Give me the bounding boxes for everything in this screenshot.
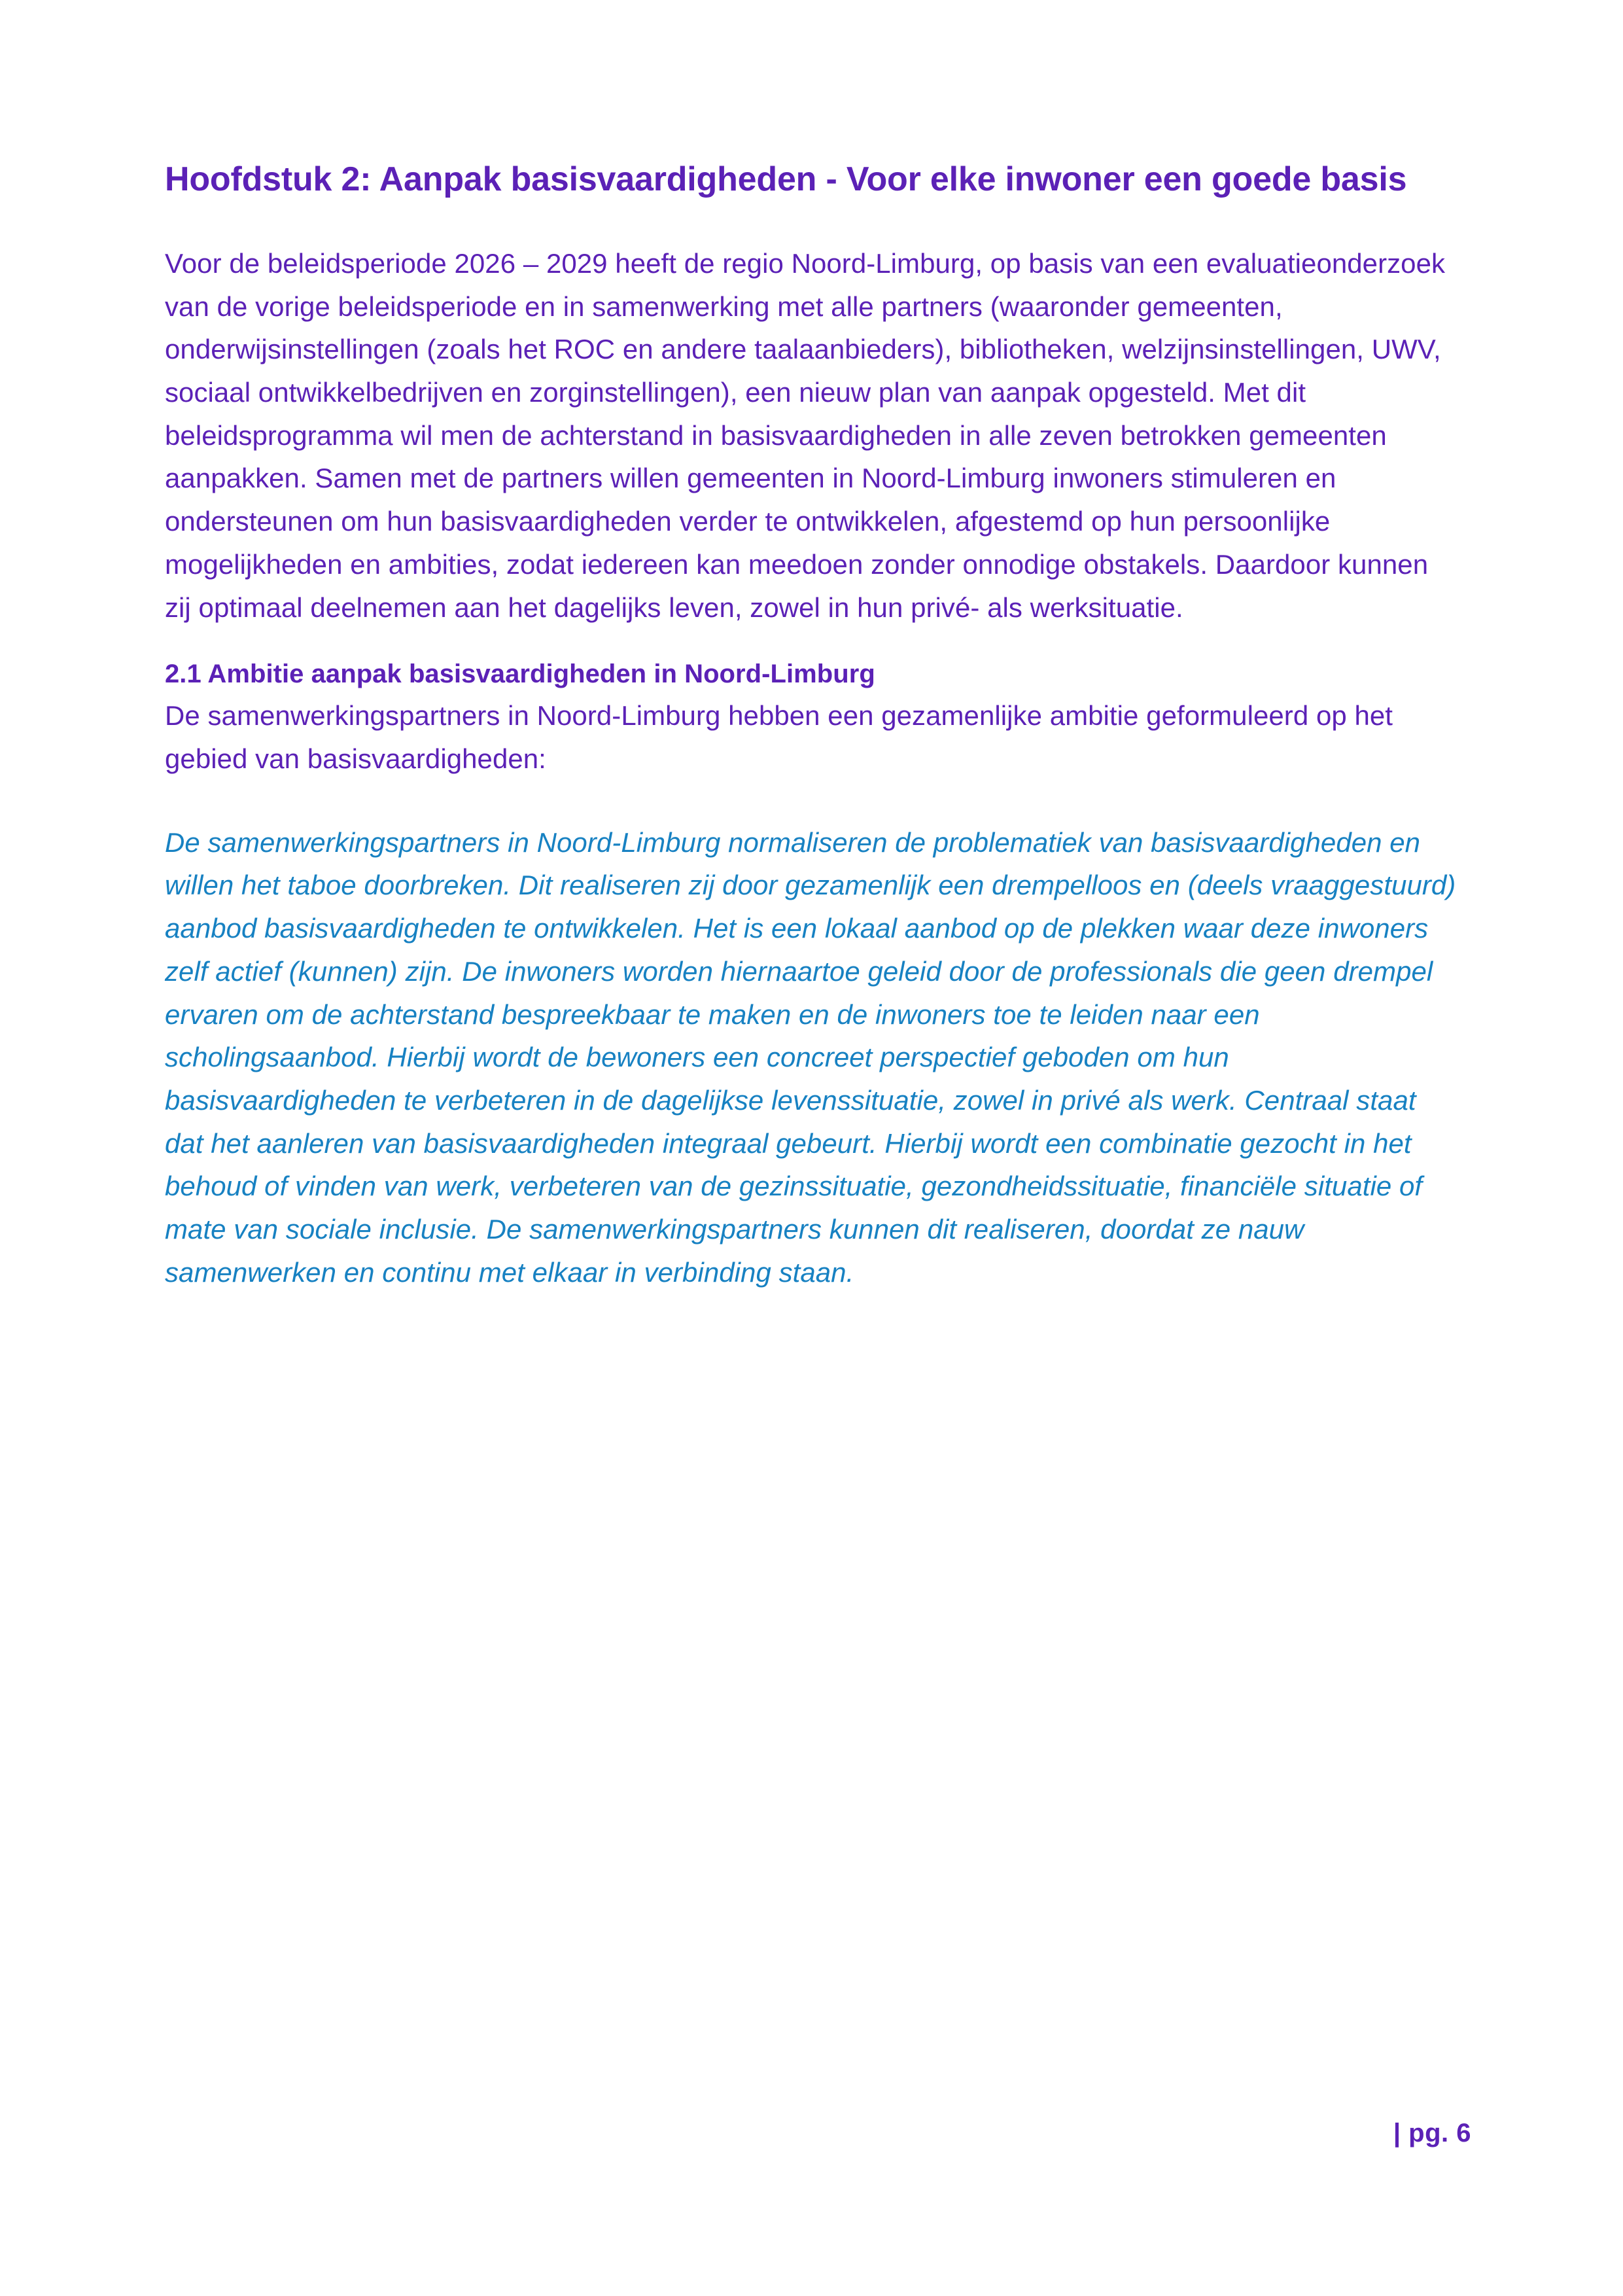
section-2-1-paragraph: De samenwerkingspartners in Noord-Limburg hebben een gezamenlijke ambitie geformuleerd op het gebied van basisvaardigheden: xyxy=(165,700,1393,775)
intro-paragraph: Voor de beleidsperiode 2026 – 2029 heeft de regio Noord-Limburg, op basis van een evaluatieonderzoek van de vorige beleidsperiode en in samenwerking met alle partners (waaronder gemeenten, onderwijsinstellingen (zoals het ROC en andere taalaanbieders), bibliotheken, welzijnsinstellingen, UWV, sociaal ontwikkelbedrijven en zorginstellingen), een nieuw plan van aanpak opgesteld. Met dit beleidsprogramma wil men de achterstand in basisvaardigheden in alle zeven betrokken gemeenten aanpakken. Samen met de partners willen gemeenten in Noord-Limburg inwoners stimuleren en ondersteunen om hun basisvaardigheden verder te ontwikkelen, afgestemd op hun persoonlijke mogelijkheden en ambities, zodat iedereen kan meedoen zonder onnodige obstakels. Daardoor kunnen zij optimaal deelnemen aan het dagelijks leven, zowel in hun privé- als werksituatie. xyxy=(165,247,1446,623)
ambition-quote-block: De samenwerkingspartners in Noord-Limburg normaliseren de problematiek van basisvaardigheden en willen het taboe doorbreken. Dit realiseren zij door gezamenlijk een drempelloos en (deels vraaggestuurd) aanbod basisvaardigheden te ontwikkelen. Het is een lokaal aanbod op de plekken waar deze inwoners zelf actief (kunnen) zijn. De inwoners worden hiernaartoe geleid door de professionals die geen drempel ervaren om de achterstand bespreekbaar te maken en de inwoners toe te leiden naar een scholingsaanbod. Hierbij wordt de bewoners een concreet perspectief geboden om hun basisvaardigheden te verbeteren in de dagelijkse levenssituatie, zowel in privé als werk. Centraal staat dat het aanleren van basisvaardigheden integraal gebeurt. Hierbij wordt een combinatie gezocht in het behoud of vinden van werk, verbeteren van de gezinssituatie, gezondheidssituatie, financiële situatie of mate van sociale inclusie. De samenwerkingspartners kunnen dit realiseren, doordat ze nauw samenwerken en continu met elkaar in verbinding staan. xyxy=(165,826,1456,1288)
page-number-label: | pg. 6 xyxy=(1393,2119,1471,2147)
page-footer xyxy=(165,2119,1471,2148)
section-heading-2-1: 2.1 Ambitie aanpak basisvaardigheden in Noord-Limburg xyxy=(165,660,875,689)
page-content xyxy=(165,156,1457,1294)
page-title: Hoofdstuk 2: Aanpak basisvaardigheden - Voor elke inwoner een goede basis xyxy=(165,160,1407,198)
